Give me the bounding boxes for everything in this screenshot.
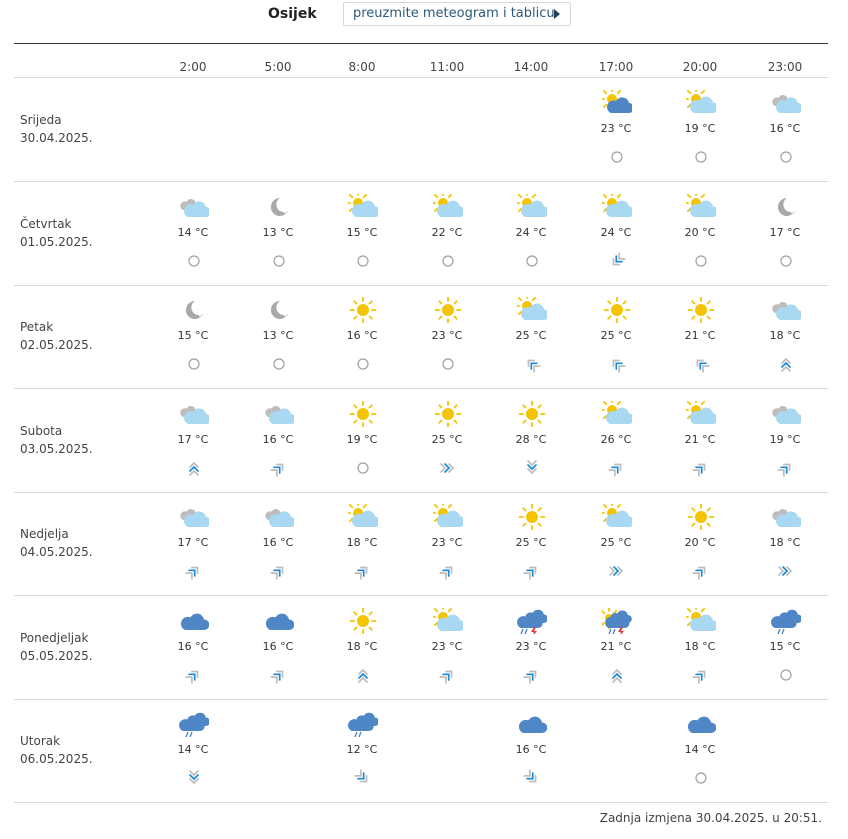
forecast-cell: [151, 297, 235, 397]
svg-text:★: ★: [787, 202, 794, 210]
wind-north-icon: [185, 459, 203, 477]
calm-icon: [270, 252, 288, 270]
day-label: [20, 318, 93, 354]
forecast-cell: [489, 504, 573, 604]
temperature: 17 °C: [769, 226, 801, 239]
grey-cloud-icon: [264, 504, 294, 530]
day-label: [20, 422, 93, 458]
calm-icon: [270, 355, 288, 373]
temperature: 15 °C: [769, 640, 801, 653]
temperature: 12 °C: [346, 743, 378, 756]
day-name: Srijeda: [20, 113, 62, 127]
temperature: 25 °C: [600, 329, 632, 342]
temperature: 16 °C: [515, 743, 547, 756]
sun-thunderstorm-icon: [602, 608, 632, 634]
wind-south-icon: [185, 769, 203, 787]
moon-icon: [264, 297, 294, 323]
forecast-cell: [489, 401, 573, 501]
forecast-cell: [743, 297, 827, 397]
sun-icon: [602, 297, 632, 323]
forecast-cell: [658, 194, 742, 294]
forecast-cell: [658, 401, 742, 501]
day-name: Subota: [20, 424, 63, 438]
row-divider: [14, 285, 828, 286]
day-label: [20, 111, 93, 147]
rain-cloud-icon: [348, 711, 378, 737]
grey-cloud-icon: [771, 401, 801, 427]
city-name: Osijek: [268, 6, 317, 22]
forecast-cell: [236, 297, 320, 397]
day-date: 01.05.2025.: [20, 235, 93, 249]
temperature: 24 °C: [600, 226, 632, 239]
sun-cloud-icon: [433, 194, 463, 220]
forecast-cell: [574, 401, 658, 501]
forecast-cell: [743, 194, 827, 294]
forecast-cell: [320, 194, 404, 294]
calm-icon: [439, 252, 457, 270]
temperature: 18 °C: [684, 640, 716, 653]
sun-cloud-icon: [348, 504, 378, 530]
day-name: Ponedjeljak: [20, 631, 89, 645]
temperature: 21 °C: [684, 329, 716, 342]
sun-icon: [686, 297, 716, 323]
svg-text:★: ★: [790, 210, 795, 216]
forecast-cell: [658, 90, 742, 190]
calm-icon: [354, 355, 372, 373]
wind-northeast-icon: [185, 562, 203, 580]
wind-northeast-icon: [692, 562, 710, 580]
hours-header-row: [14, 60, 828, 78]
wind-northeast-icon: [523, 562, 541, 580]
wind-east-icon: [608, 562, 626, 580]
temperature: 14 °C: [177, 743, 209, 756]
wind-northeast-icon: [439, 666, 457, 684]
temperature: 17 °C: [177, 433, 209, 446]
row-divider: [14, 77, 828, 78]
forecast-cell: [405, 504, 489, 604]
wind-north-icon: [354, 666, 372, 684]
day-label: [20, 525, 93, 561]
forecast-cell: [405, 194, 489, 294]
temperature: 14 °C: [177, 226, 209, 239]
temperature: 23 °C: [431, 536, 463, 549]
meteogram-download-button[interactable]: [343, 2, 571, 26]
sun-icon: [348, 401, 378, 427]
forecast-cell: [574, 608, 658, 708]
calm-icon: [692, 769, 710, 787]
wind-northwest-icon: [523, 355, 541, 373]
row-divider: [14, 595, 828, 596]
forecast-cell: [320, 297, 404, 397]
wind-north-icon: [608, 666, 626, 684]
calm-icon: [354, 459, 372, 477]
forecast-cell: [151, 401, 235, 501]
dark-cloud-icon: [686, 711, 716, 737]
wind-southeast-icon: [523, 769, 541, 787]
svg-text:★: ★: [195, 305, 202, 313]
day-date: 05.05.2025.: [20, 649, 93, 663]
forecast-cell: [151, 711, 235, 811]
grey-cloud-icon: [771, 297, 801, 323]
forecast-cell: [574, 194, 658, 294]
forecast-cell: [320, 401, 404, 501]
forecast-cell: [405, 608, 489, 708]
grey-cloud-icon: [771, 504, 801, 530]
forecast-cell: [574, 90, 658, 190]
wind-southwest-icon: [608, 252, 626, 270]
calm-icon: [439, 355, 457, 373]
thunderstorm-icon: [517, 608, 547, 634]
forecast-cell: [151, 194, 235, 294]
temperature: 21 °C: [600, 640, 632, 653]
wind-northeast-icon: [270, 459, 288, 477]
wind-northeast-icon: [608, 459, 626, 477]
wind-north-icon: [777, 355, 795, 373]
calm-icon: [608, 148, 626, 166]
day-date: 04.05.2025.: [20, 545, 93, 559]
temperature: 25 °C: [600, 536, 632, 549]
forecast-cell: [489, 711, 573, 811]
sun-cloud-icon: [602, 194, 632, 220]
svg-text:★: ★: [283, 210, 288, 216]
temperature: 18 °C: [346, 640, 378, 653]
temperature: 16 °C: [262, 536, 294, 549]
forecast-cell: [151, 608, 235, 708]
sun-cloud-icon: [686, 90, 716, 116]
forecast-cell: [151, 504, 235, 604]
temperature: 23 °C: [431, 329, 463, 342]
grey-cloud-icon: [179, 401, 209, 427]
forecast-cell: [574, 297, 658, 397]
grey-cloud-icon: [264, 401, 294, 427]
forecast-cell: [320, 711, 404, 811]
day-label: [20, 629, 93, 665]
wind-east-icon: [777, 562, 795, 580]
svg-text:★: ★: [198, 313, 203, 319]
calm-icon: [777, 148, 795, 166]
temperature: 16 °C: [346, 329, 378, 342]
moon-icon: [771, 194, 801, 220]
forecast-cell: [658, 504, 742, 604]
wind-east-icon: [439, 459, 457, 477]
day-name: Petak: [20, 320, 54, 334]
temperature: 23 °C: [515, 640, 547, 653]
forecast-cell: [658, 711, 742, 811]
sun-cloud-icon: [517, 194, 547, 220]
forecast-cell: [236, 504, 320, 604]
temperature: 19 °C: [346, 433, 378, 446]
wind-northeast-icon: [185, 666, 203, 684]
wind-northeast-icon: [270, 666, 288, 684]
temperature: 15 °C: [346, 226, 378, 239]
forecast-cell: [405, 297, 489, 397]
hour-label: 23:00: [767, 60, 803, 74]
temperature: 24 °C: [515, 226, 547, 239]
sun-cloud-icon: [602, 504, 632, 530]
wind-northeast-icon: [777, 459, 795, 477]
hour-label: 8:00: [348, 60, 376, 74]
wind-northeast-icon: [692, 459, 710, 477]
day-date: 06.05.2025.: [20, 752, 93, 766]
row-divider: [14, 802, 828, 803]
moon-icon: [264, 194, 294, 220]
temperature: 25 °C: [515, 536, 547, 549]
row-divider: [14, 181, 828, 182]
hour-label: 14:00: [513, 60, 549, 74]
temperature: 16 °C: [177, 640, 209, 653]
temperature: 23 °C: [431, 640, 463, 653]
row-divider: [14, 699, 828, 700]
wind-southeast-icon: [354, 769, 372, 787]
sun-cloud-icon: [686, 608, 716, 634]
temperature: 26 °C: [600, 433, 632, 446]
temperature: 19 °C: [684, 122, 716, 135]
wind-south-icon: [523, 459, 541, 477]
forecast-cell: [574, 504, 658, 604]
calm-icon: [523, 252, 541, 270]
rain-cloud-icon: [179, 711, 209, 737]
day-label: [20, 215, 93, 251]
temperature: 22 °C: [431, 226, 463, 239]
calm-icon: [777, 252, 795, 270]
forecast-cell: [236, 401, 320, 501]
sun-dark-cloud-icon: [602, 90, 632, 116]
sun-icon: [433, 401, 463, 427]
wind-northeast-icon: [692, 666, 710, 684]
calm-icon: [777, 666, 795, 684]
wind-northwest-icon: [608, 355, 626, 373]
temperature: 20 °C: [684, 536, 716, 549]
grey-cloud-icon: [179, 194, 209, 220]
svg-text:★: ★: [280, 305, 287, 313]
header-divider: [14, 43, 828, 44]
rain-cloud-icon: [771, 608, 801, 634]
wind-northwest-icon: [692, 355, 710, 373]
forecast-header: [0, 0, 848, 44]
dark-cloud-icon: [264, 608, 294, 634]
sun-icon: [348, 608, 378, 634]
last-update-text: Zadnja izmjena 30.04.2025. u 20:51.: [599, 811, 822, 825]
temperature: 23 °C: [600, 122, 632, 135]
sun-cloud-icon: [686, 401, 716, 427]
temperature: 19 °C: [769, 433, 801, 446]
temperature: 28 °C: [515, 433, 547, 446]
day-date: 03.05.2025.: [20, 442, 93, 456]
day-date: 30.04.2025.: [20, 131, 93, 145]
forecast-cell: [658, 297, 742, 397]
forecast-cell: [236, 194, 320, 294]
moon-icon: [179, 297, 209, 323]
day-date: 02.05.2025.: [20, 338, 93, 352]
temperature: 16 °C: [769, 122, 801, 135]
temperature: 16 °C: [262, 433, 294, 446]
temperature: 20 °C: [684, 226, 716, 239]
caret-right-icon: [554, 9, 560, 19]
sun-cloud-icon: [602, 401, 632, 427]
calm-icon: [692, 252, 710, 270]
temperature: 15 °C: [177, 329, 209, 342]
sun-cloud-icon: [517, 297, 547, 323]
forecast-cell: [743, 504, 827, 604]
svg-text:★: ★: [280, 202, 287, 210]
meteogram-download-label: preuzmite meteogram i tablicu: [353, 6, 555, 21]
wind-northeast-icon: [354, 562, 372, 580]
wind-northeast-icon: [439, 562, 457, 580]
temperature: 17 °C: [177, 536, 209, 549]
calm-icon: [185, 355, 203, 373]
forecast-cell: [236, 608, 320, 708]
sun-icon: [517, 401, 547, 427]
temperature: 21 °C: [684, 433, 716, 446]
day-name: Utorak: [20, 734, 61, 748]
calm-icon: [692, 148, 710, 166]
temperature: 18 °C: [346, 536, 378, 549]
sun-icon: [348, 297, 378, 323]
dark-cloud-icon: [179, 608, 209, 634]
temperature: 14 °C: [684, 743, 716, 756]
forecast-cell: [320, 608, 404, 708]
wind-northeast-icon: [523, 666, 541, 684]
forecast-cell: [743, 401, 827, 501]
temperature: 13 °C: [262, 226, 294, 239]
calm-icon: [185, 252, 203, 270]
forecast-cell: [489, 297, 573, 397]
hour-label: 2:00: [179, 60, 207, 74]
hour-label: 17:00: [598, 60, 634, 74]
sun-icon: [433, 297, 463, 323]
day-name: Nedjelja: [20, 527, 69, 541]
row-divider: [14, 388, 828, 389]
grey-cloud-icon: [179, 504, 209, 530]
forecast-cell: [320, 504, 404, 604]
forecast-cell: [658, 608, 742, 708]
sun-cloud-icon: [433, 608, 463, 634]
grey-cloud-icon: [771, 90, 801, 116]
sun-cloud-icon: [686, 194, 716, 220]
temperature: 18 °C: [769, 329, 801, 342]
sun-icon: [686, 504, 716, 530]
hour-label: 11:00: [429, 60, 465, 74]
svg-text:★: ★: [283, 313, 288, 319]
day-name: Četvrtak: [20, 217, 72, 231]
hour-label: 20:00: [682, 60, 718, 74]
sun-icon: [517, 504, 547, 530]
hour-label: 5:00: [264, 60, 292, 74]
temperature: 25 °C: [431, 433, 463, 446]
temperature: 18 °C: [769, 536, 801, 549]
forecast-cell: [405, 401, 489, 501]
temperature: 13 °C: [262, 329, 294, 342]
forecast-cell: [489, 194, 573, 294]
forecast-cell: [743, 608, 827, 708]
temperature: 16 °C: [262, 640, 294, 653]
wind-northeast-icon: [270, 562, 288, 580]
sun-cloud-icon: [348, 194, 378, 220]
forecast-cell: [489, 608, 573, 708]
temperature: 25 °C: [515, 329, 547, 342]
calm-icon: [354, 252, 372, 270]
day-label: [20, 732, 93, 768]
row-divider: [14, 492, 828, 493]
forecast-cell: [743, 90, 827, 190]
dark-cloud-icon: [517, 711, 547, 737]
sun-cloud-icon: [433, 504, 463, 530]
